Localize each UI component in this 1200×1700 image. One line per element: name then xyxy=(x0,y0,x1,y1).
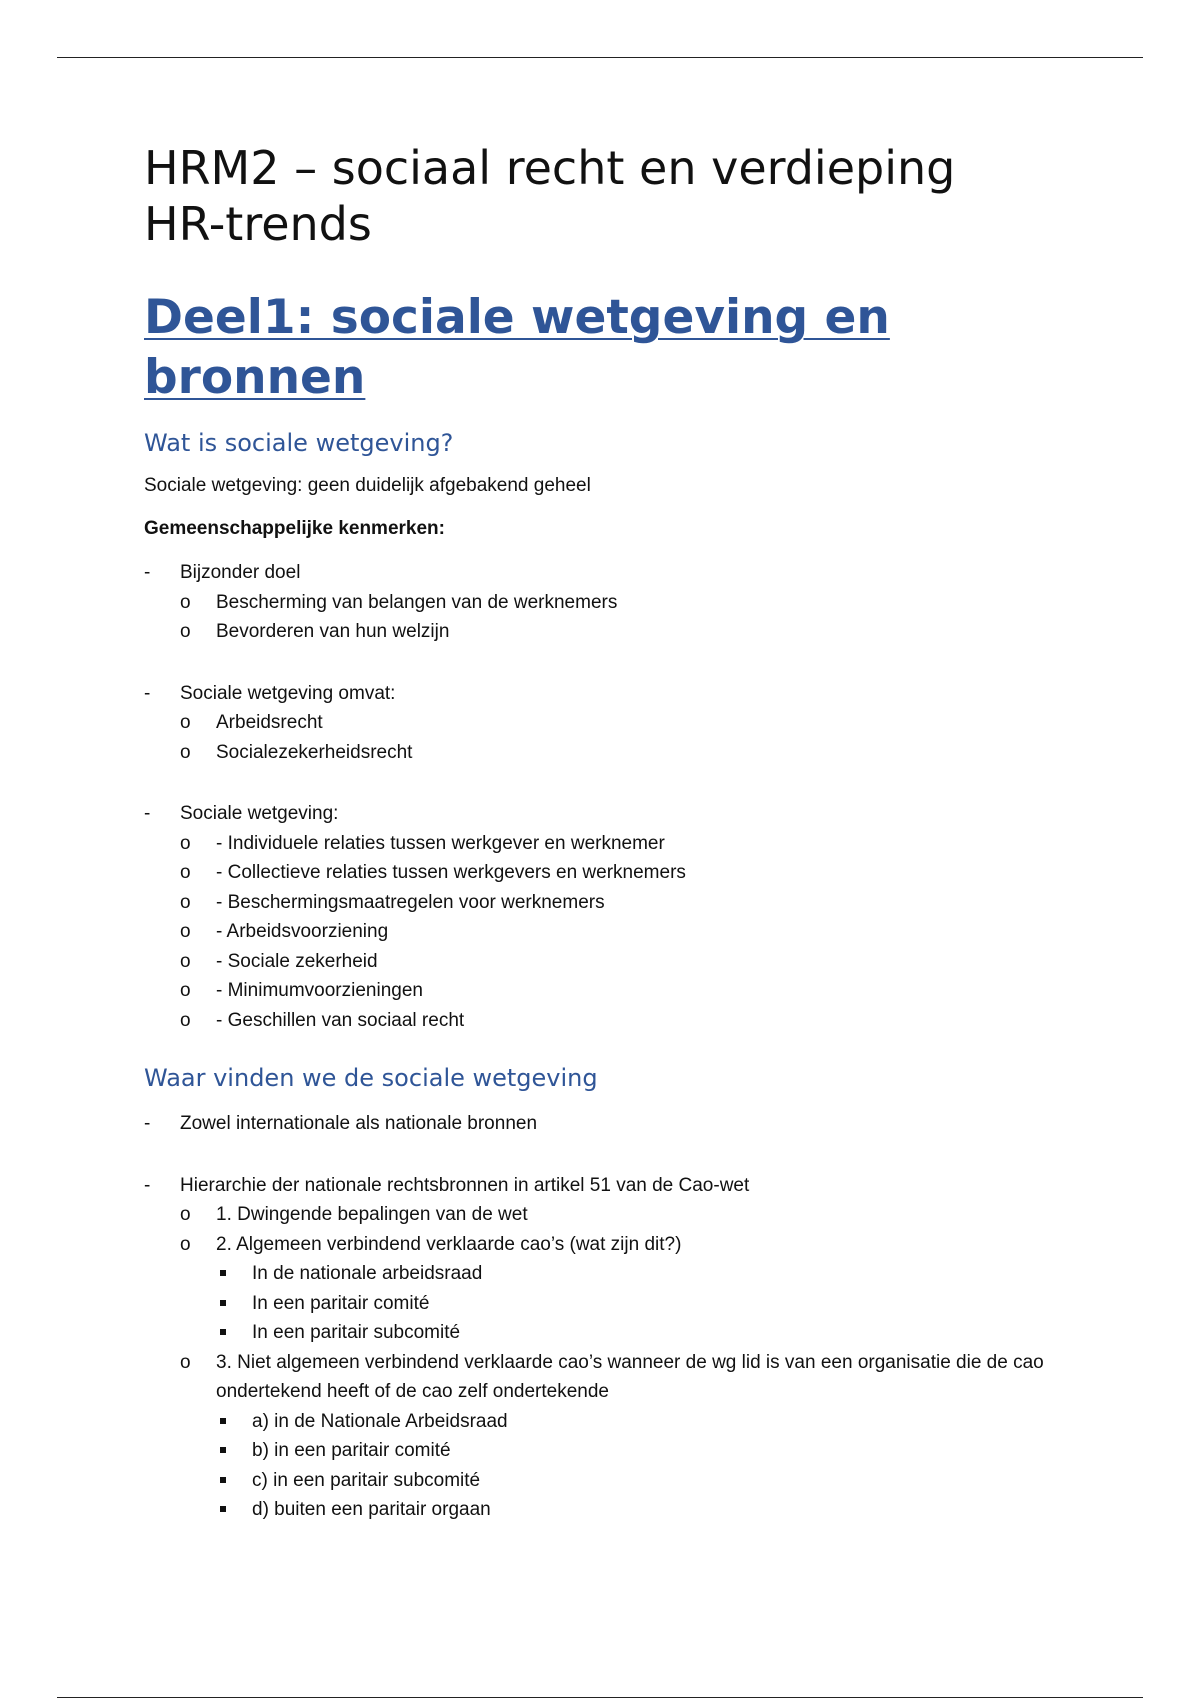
list-item xyxy=(144,558,1064,647)
sub-sub-list-item-text: b) in een paritair comité xyxy=(252,1440,451,1461)
footer-rule xyxy=(57,1697,1143,1698)
sub-sub-list-item-text: a) in de Nationale Arbeidsraad xyxy=(252,1410,508,1432)
circle-bullet-icon: o xyxy=(180,741,191,763)
circle-bullet-icon: o xyxy=(180,621,191,642)
part-heading-line-2: bronnen xyxy=(144,350,366,405)
dash-bullet-icon: - xyxy=(144,1113,151,1134)
sub-list-item-text: - Minimumvoorzieningen xyxy=(216,980,423,1001)
circle-bullet-icon: o xyxy=(180,1233,191,1255)
sub-list-item-text: Bevorderen van hun welzijn xyxy=(216,621,450,642)
sub-list-item-text: - Individuele relaties tussen werkgever en werknemer xyxy=(216,832,665,854)
square-bullet-icon xyxy=(220,1300,226,1306)
document-title-line-1: HRM2 – sociaal recht en verdieping xyxy=(144,141,956,195)
sub-list-item xyxy=(180,888,1064,918)
part-heading-line-1: Deel1: sociale wetgeving en xyxy=(144,290,890,345)
sub-list-item-text: - Geschillen van sociaal recht xyxy=(216,1009,465,1031)
dash-bullet-icon: - xyxy=(144,562,151,583)
circle-bullet-icon: o xyxy=(180,1351,191,1373)
sub-list-item xyxy=(180,917,1064,947)
sub-list-item xyxy=(180,1348,1064,1525)
list-item xyxy=(144,1109,1064,1139)
sub-sub-list-item xyxy=(216,1289,1064,1319)
sub-list xyxy=(180,829,1064,1036)
sub-list-item xyxy=(180,708,1064,738)
square-bullet-icon xyxy=(220,1447,226,1453)
sub-list-item-text: Socialezekerheidsrecht xyxy=(216,741,413,763)
list-item-text: Sociale wetgeving omvat: xyxy=(180,682,396,704)
square-bullet-icon xyxy=(220,1270,226,1276)
square-bullet-icon xyxy=(220,1506,226,1512)
square-bullet-icon xyxy=(220,1418,226,1424)
sub-list-item xyxy=(180,1200,1064,1230)
circle-bullet-icon: o xyxy=(180,862,191,883)
sub-sub-list-item-text: In een paritair subcomité xyxy=(252,1322,461,1343)
circle-bullet-icon: o xyxy=(180,950,191,972)
sub-list-item-text: - Collectieve relaties tussen werkgevers en werknemers xyxy=(216,862,686,883)
document-title-line-2: HR-trends xyxy=(144,197,372,251)
part-heading xyxy=(144,288,1064,408)
bullet-list xyxy=(144,679,1064,768)
list-item-text: Bijzonder doel xyxy=(180,562,301,583)
sub-list-item xyxy=(180,947,1064,977)
sub-list-item xyxy=(180,976,1064,1006)
dash-bullet-icon: - xyxy=(144,1174,151,1196)
list-item xyxy=(144,679,1064,768)
sub-list-item-text: - Sociale zekerheid xyxy=(216,950,378,972)
circle-bullet-icon: o xyxy=(180,891,191,913)
dash-bullet-icon: - xyxy=(144,803,151,824)
square-bullet-icon xyxy=(220,1329,226,1335)
list-item-text: Zowel internationale als nationale bronnen xyxy=(180,1113,538,1134)
sub-sub-list-item xyxy=(216,1407,1064,1437)
list-item-text: Sociale wetgeving: xyxy=(180,803,339,824)
circle-bullet-icon: o xyxy=(180,1009,191,1031)
section-heading-wat-is: Wat is sociale wetgeving? xyxy=(144,429,454,457)
sub-list-item xyxy=(180,858,1064,888)
sub-sub-list-item-text: In een paritair comité xyxy=(252,1292,430,1314)
sub-list-item xyxy=(180,588,1064,618)
bullet-list xyxy=(144,558,1064,647)
list-item-text: Hierarchie der nationale rechtsbronnen in artikel 51 van de Cao-wet xyxy=(180,1174,750,1196)
circle-bullet-icon: o xyxy=(180,591,191,613)
list-item xyxy=(144,799,1064,1035)
sub-list-item-text: 3. Niet algemeen verbindend verklaarde cao’s wanneer de wg lid is van een organisatie die de cao ondertekend heeft of de cao zelf ondertekende xyxy=(216,1351,1044,1402)
sub-sub-list xyxy=(216,1259,1064,1348)
bold-label: Gemeenschappelijke kenmerken: xyxy=(144,518,445,539)
circle-bullet-icon: o xyxy=(180,980,191,1001)
document-title xyxy=(144,140,1064,252)
sub-list xyxy=(180,588,1064,647)
sub-sub-list-item xyxy=(216,1318,1064,1348)
bullet-list xyxy=(144,1109,1064,1139)
sub-list-item xyxy=(180,617,1064,647)
header-rule xyxy=(57,57,1143,58)
circle-bullet-icon: o xyxy=(180,712,191,733)
circle-bullet-icon: o xyxy=(180,1204,191,1225)
circle-bullet-icon: o xyxy=(180,832,191,854)
sub-list xyxy=(180,708,1064,767)
bullet-list xyxy=(144,1171,1064,1525)
square-bullet-icon xyxy=(220,1477,226,1483)
sub-sub-list-item xyxy=(216,1466,1064,1496)
sub-sub-list-item xyxy=(216,1259,1064,1289)
sub-list-item xyxy=(180,1230,1064,1348)
sub-sub-list-item-text: In de nationale arbeidsraad xyxy=(252,1263,483,1284)
sub-list-item-text: - Arbeidsvoorziening xyxy=(216,921,389,942)
sub-list-item-text: - Beschermingsmaatregelen voor werknemers xyxy=(216,891,605,913)
sub-list-item xyxy=(180,1006,1064,1036)
circle-bullet-icon: o xyxy=(180,921,191,942)
sub-sub-list-item-text: c) in een paritair subcomité xyxy=(252,1469,481,1491)
sub-sub-list-item xyxy=(216,1495,1064,1525)
sub-list-item-text: 1. Dwingende bepalingen van de wet xyxy=(216,1204,528,1225)
sub-list-item-text: Bescherming van belangen van de werknemers xyxy=(216,591,618,613)
sub-list-item xyxy=(180,829,1064,859)
sub-sub-list-item-text: d) buiten een paritair orgaan xyxy=(252,1499,491,1520)
sub-list-item-text: 2. Algemeen verbindend verklaarde cao’s (wat zijn dit?) xyxy=(216,1233,682,1255)
list-item xyxy=(144,1171,1064,1525)
section-heading-waar-vinden: Waar vinden we de sociale wetgeving xyxy=(144,1064,598,1092)
sub-list xyxy=(180,1200,1064,1525)
sub-list-item xyxy=(180,738,1064,768)
dash-bullet-icon: - xyxy=(144,682,151,704)
sub-sub-list-item xyxy=(216,1436,1064,1466)
intro-paragraph: Sociale wetgeving: geen duidelijk afgebakend geheel xyxy=(144,475,591,496)
sub-list-item-text: Arbeidsrecht xyxy=(216,712,323,733)
bullet-list xyxy=(144,799,1064,1035)
sub-sub-list xyxy=(216,1407,1064,1525)
page-content xyxy=(144,140,1064,1525)
